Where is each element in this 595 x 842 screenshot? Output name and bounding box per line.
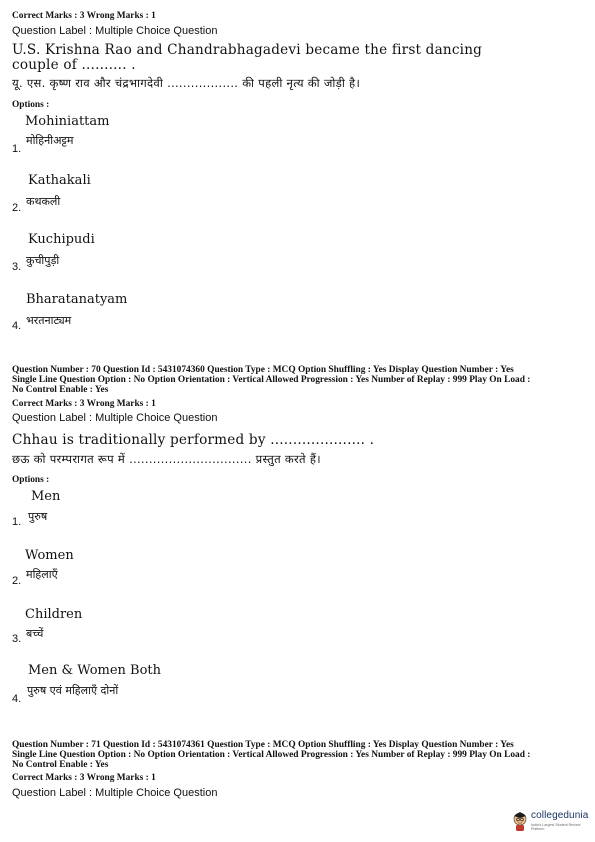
question-text-en-line2: couple of .......... .: [12, 57, 136, 73]
option-1-number: 1.: [12, 516, 22, 528]
question-meta-line1: Question Number : 70 Question Id : 5431074360 Question Type : MCQ Option Shuffling : Yes Display Question Number : Yes: [12, 365, 514, 375]
option-4-number: 4.: [12, 693, 22, 705]
option-2-hi[interactable]: महिलाएँ: [26, 568, 58, 581]
option-4-en[interactable]: Men & Women Both: [28, 663, 162, 678]
question-label: Question Label : Multiple Choice Question: [12, 25, 218, 37]
option-1-en[interactable]: Men: [31, 489, 61, 504]
option-4-number: 4.: [12, 320, 22, 332]
question-meta-line2: Single Line Question Option : No Option Orientation : Vertical Allowed Progression : Yes Number of Replay : 999 Play On Load :: [12, 375, 531, 385]
option-3-number: 3.: [12, 261, 22, 273]
option-3-en[interactable]: Kuchipudi: [28, 232, 95, 247]
option-2-en[interactable]: Kathakali: [28, 173, 91, 188]
question-text-en-line1: U.S. Krishna Rao and Chandrabhagadevi became the first dancing: [12, 42, 483, 58]
option-3-hi[interactable]: बच्चें: [26, 627, 44, 640]
option-3-number: 3.: [12, 633, 22, 645]
option-3-en[interactable]: Children: [25, 607, 83, 622]
question-meta-line3: No Control Enable : Yes: [12, 385, 109, 395]
brand-name: collegedunia: [531, 810, 589, 821]
options-heading: Options :: [12, 100, 50, 110]
marks-line: Correct Marks : 3 Wrong Marks : 1: [12, 11, 156, 21]
mascot-icon: [511, 810, 529, 832]
option-1-en[interactable]: Mohiniattam: [25, 114, 110, 129]
option-4-hi[interactable]: भरतनाट्यम: [26, 314, 72, 327]
option-4-en[interactable]: Bharatanatyam: [26, 292, 128, 307]
option-2-number: 2.: [12, 575, 22, 587]
option-2-hi[interactable]: कथकली: [26, 195, 61, 208]
question-meta-line3: No Control Enable : Yes: [12, 760, 109, 770]
question-meta-line2: Single Line Question Option : No Option Orientation : Vertical Allowed Progression : Yes Number of Replay : 999 Play On Load :: [12, 750, 531, 760]
question-text-en: Chhau is traditionally performed by ..................... .: [12, 432, 375, 448]
option-3-hi[interactable]: कुचीपुड़ी: [26, 254, 60, 267]
option-2-number: 2.: [12, 202, 22, 214]
option-1-hi[interactable]: पुरुष: [28, 510, 48, 523]
option-2-en[interactable]: Women: [25, 548, 74, 563]
collegedunia-logo: [511, 808, 591, 834]
question-label: Question Label : Multiple Choice Question: [12, 787, 218, 799]
marks-line: Correct Marks : 3 Wrong Marks : 1: [12, 399, 156, 409]
question-text-hi: यू. एस. कृष्ण राव और चंद्रभागदेवी .................. की पहली नृत्य की जोड़ी है।: [12, 76, 361, 90]
question-label: Question Label : Multiple Choice Question: [12, 412, 218, 424]
brand-tagline: India's Largest Student Review Platform: [531, 823, 581, 831]
option-1-number: 1.: [12, 143, 22, 155]
option-4-hi[interactable]: पुरुष एवं महिलाएँ दोनों: [27, 684, 119, 697]
option-1-hi[interactable]: मोहिनीअट्टम: [26, 134, 74, 147]
marks-line: Correct Marks : 3 Wrong Marks : 1: [12, 773, 156, 783]
options-heading: Options :: [12, 475, 50, 485]
question-meta-line1: Question Number : 71 Question Id : 5431074361 Question Type : MCQ Option Shuffling : Yes Display Question Number : Yes: [12, 740, 514, 750]
question-text-hi: छऊ को परम्परागत रूप में ............................... प्रस्तुत करते हैं।: [12, 452, 321, 466]
